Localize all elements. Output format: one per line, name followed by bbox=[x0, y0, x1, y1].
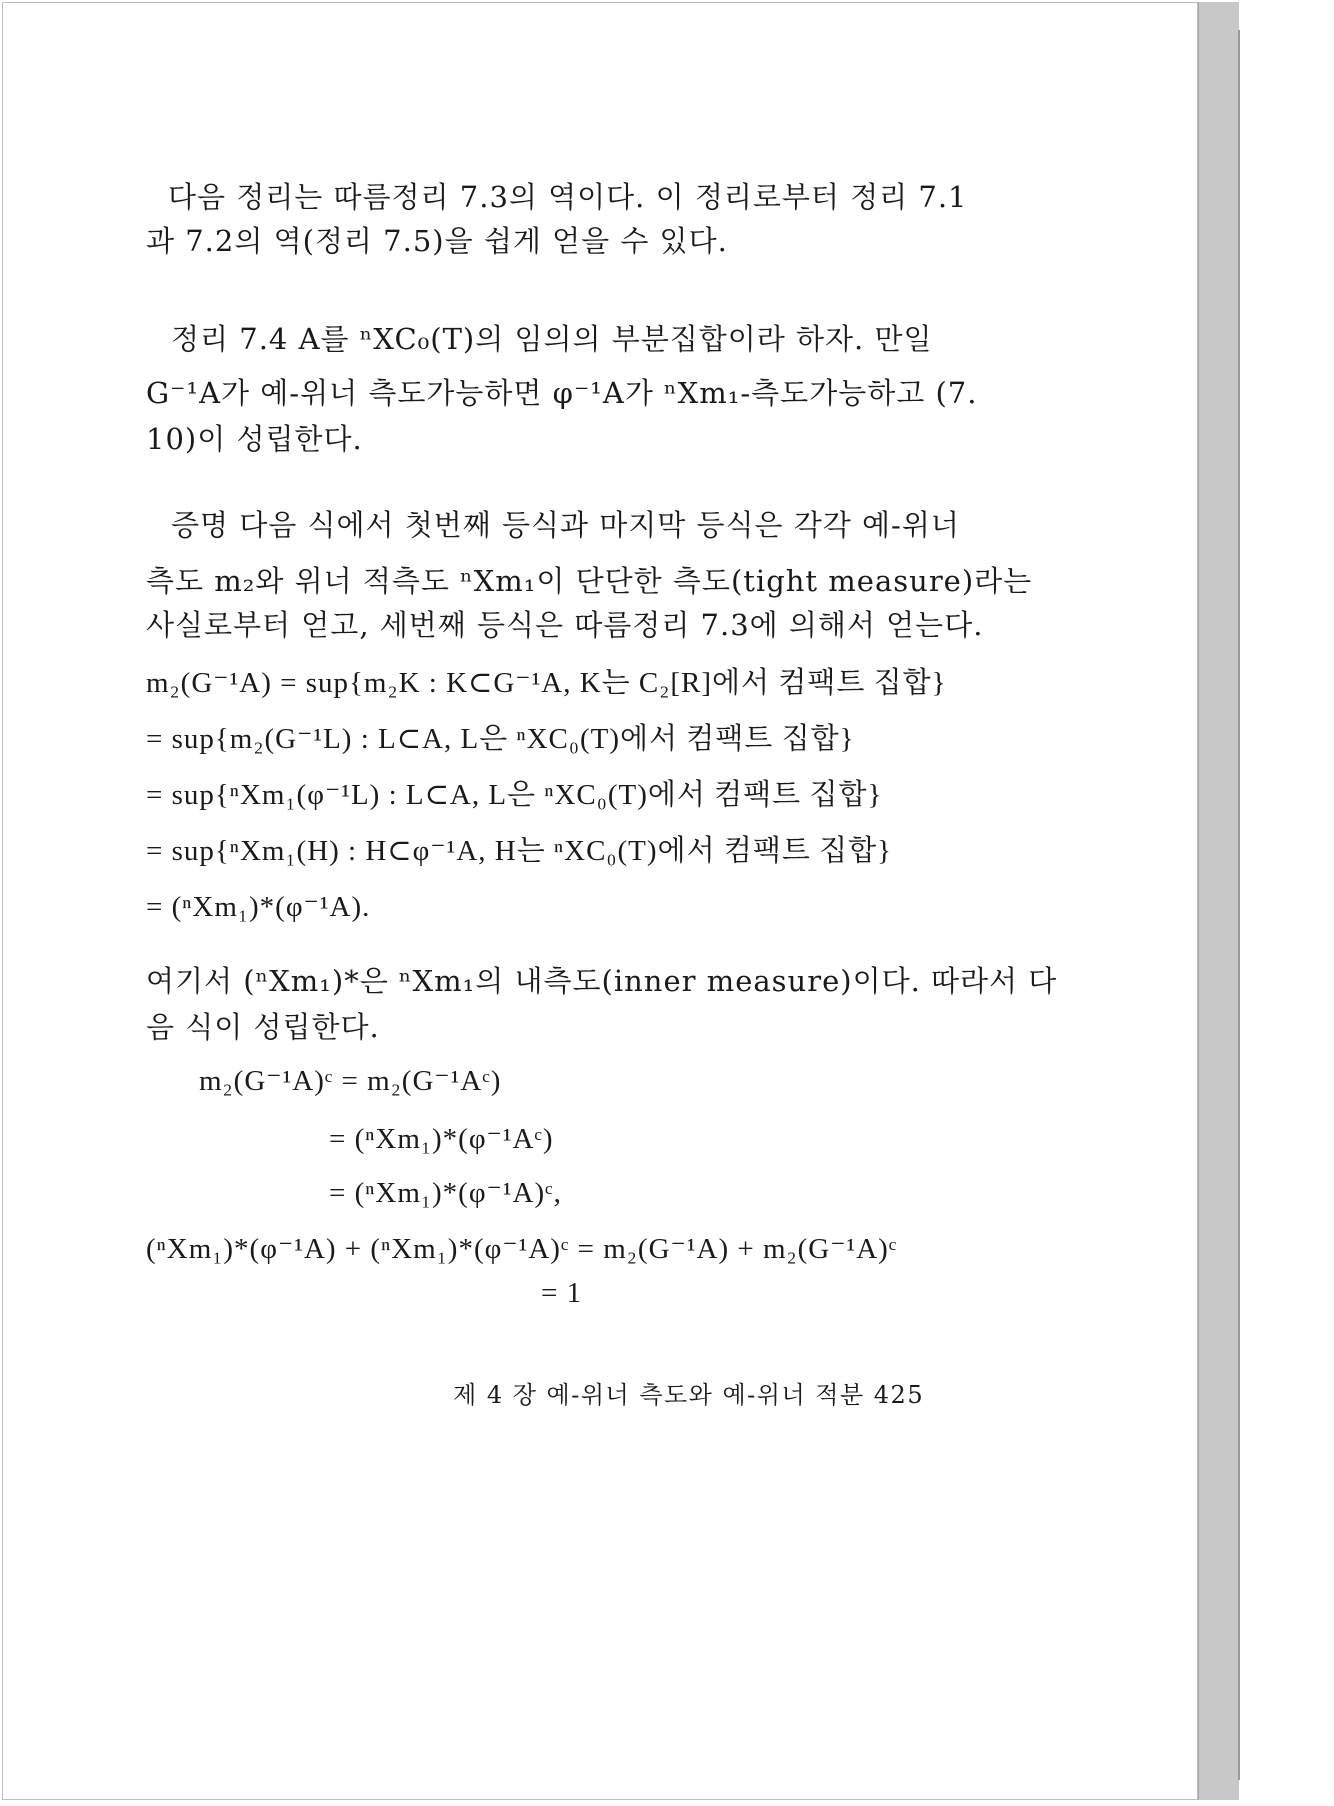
proof-line-2: 측도 m₂와 위너 적측도 ⁿXm₁이 단단한 측도(tight measure)라는 bbox=[146, 564, 1033, 598]
equation-1-line-3: = sup{ⁿXm₁(φ⁻¹L) : L⊂A, L은 ⁿXC₀(T)에서 컴팩트 집합} bbox=[146, 779, 883, 811]
book-page bbox=[2, 2, 1198, 1800]
theorem-line-3: 10)이 성립한다. bbox=[146, 422, 363, 456]
paragraph-intro-line-1: 다음 정리는 따름정리 7.3의 역이다. 이 정리로부터 정리 7.1 bbox=[168, 180, 968, 214]
paragraph-inner-measure-line-2: 음 식이 성립한다. bbox=[146, 1010, 380, 1044]
equation-2-line-3: = (ⁿXm₁)*(φ⁻¹A)ᶜ, bbox=[329, 1177, 562, 1209]
theorem-line-2: G⁻¹A가 예-위너 측도가능하면 φ⁻¹A가 ⁿXm₁-측도가능하고 (7. bbox=[146, 376, 978, 410]
equation-2-line-2: = (ⁿXm₁)*(φ⁻¹Aᶜ) bbox=[329, 1123, 554, 1155]
equation-2-line-4: (ⁿXm₁)*(φ⁻¹A) + (ⁿXm₁)*(φ⁻¹A)ᶜ = m₂(G⁻¹A) + m₂(G⁻¹A)ᶜ bbox=[146, 1233, 898, 1265]
theorem-line-1: 정리 7.4 A를 ⁿXC₀(T)의 임의의 부분집합이라 하자. 만일 bbox=[171, 322, 933, 356]
equation-1-line-1: m₂(G⁻¹A) = sup{m₂K : K⊂G⁻¹A, K는 C₂[R]에서 컴팩트 집합} bbox=[146, 667, 947, 699]
page-stack-edge bbox=[1198, 2, 1239, 1800]
proof-line-3: 사실로부터 얻고, 세번째 등식은 따름정리 7.3에 의해서 얻는다. bbox=[146, 608, 984, 642]
page-stack-shadow bbox=[1238, 30, 1240, 1780]
equation-2-line-5: = 1 bbox=[541, 1277, 583, 1309]
equation-1-line-2: = sup{m₂(G⁻¹L) : L⊂A, L은 ⁿXC₀(T)에서 컴팩트 집합} bbox=[146, 723, 855, 755]
paragraph-intro-line-2: 과 7.2의 역(정리 7.5)을 쉽게 얻을 수 있다. bbox=[146, 224, 728, 258]
proof-line-1: 증명 다음 식에서 첫번째 등식과 마지막 등식은 각각 예-위너 bbox=[171, 508, 960, 542]
page-footer: 제 4 장 예-위너 측도와 예-위너 적분 425 bbox=[453, 1381, 925, 1409]
equation-1-line-5: = (ⁿXm₁)*(φ⁻¹A). bbox=[146, 891, 371, 923]
equation-1-line-4: = sup{ⁿXm₁(H) : H⊂φ⁻¹A, H는 ⁿXC₀(T)에서 컴팩트 집합} bbox=[146, 835, 893, 867]
paragraph-inner-measure-line-1: 여기서 (ⁿXm₁)*은 ⁿXm₁의 내측도(inner measure)이다. 따라서 다 bbox=[146, 964, 1058, 998]
equation-2-line-1: m₂(G⁻¹A)ᶜ = m₂(G⁻¹Aᶜ) bbox=[199, 1065, 502, 1097]
